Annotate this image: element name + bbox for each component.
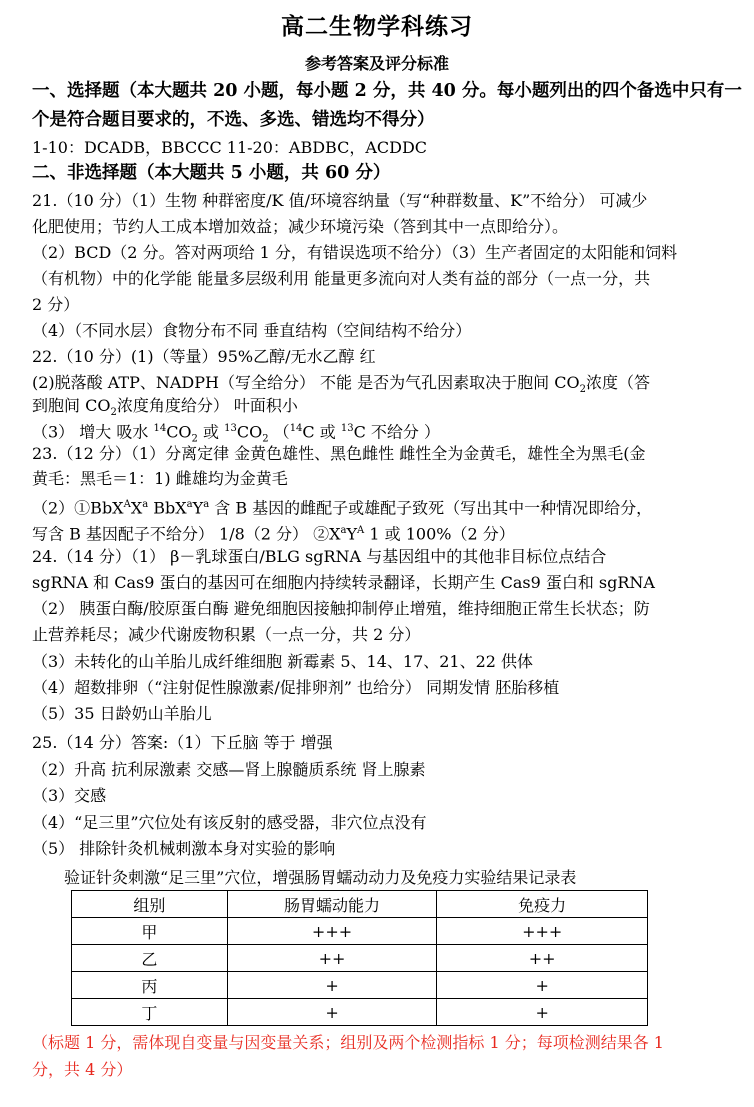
q24-line5: （3）未转化的山羊胎儿成纤维细胞 新霉素 5、14、17、21、22 供体 bbox=[32, 652, 534, 671]
q24-line6: （4）超数排卵（“注射促性腺激素/促排卵剂” 也给分） 同期发情 胚胎移植 bbox=[32, 678, 560, 697]
q23-line1: 23.（12 分）（1）分离定律 金黄色雄性、黑色雌性 雌性全为金黄毛，雄性全为黑毛(金 bbox=[32, 444, 646, 463]
q25-line5: （5） 排除针灸机械刺激本身对实验的影响 bbox=[32, 839, 336, 858]
table-row bbox=[72, 999, 648, 1026]
q21-line3: （2）BCD（2 分。答对两项给 1 分，有错误选项不给分）（3）生产者固定的太阳能和饲料 bbox=[32, 243, 678, 262]
section2-heading: 二、非选择题（本大题共 5 小题，共 60 分） bbox=[32, 163, 391, 183]
table-cell: +++ bbox=[227, 918, 437, 945]
page-title: 高二生物学科练习 bbox=[281, 13, 473, 40]
q24-line1: 24.（14 分）（1） β－乳球蛋白/BLG sgRNA 与基因组中的其他非目标位点结合 bbox=[32, 547, 607, 566]
q24-line2: sgRNA 和 Cas9 蛋白的基因可在细胞内持续转录翻译，长期产生 Cas9 蛋白和 sgRNA bbox=[32, 573, 655, 592]
scoring-note-line2: 分，共 4 分） bbox=[32, 1060, 133, 1079]
table-row bbox=[72, 972, 648, 999]
q22-line2: (2)脱落酸 ATP、NADPH（写全给分） 不能 是否为气孔因素取决于胞间 $CO_2$浓度（答 bbox=[32, 373, 650, 396]
q21-line6: （4）（不同水层）食物分布不同 垂直结构（空间结构不给分） bbox=[32, 321, 472, 340]
table-row bbox=[72, 918, 648, 945]
q22-line3: 到胞间 $CO_2$浓度角度给分） 叶面积小 bbox=[32, 396, 298, 419]
q21-line5: 2 分） bbox=[32, 295, 80, 314]
q23-line2: 黄毛：黑毛＝1：1) 雌雄均为金黄毛 bbox=[32, 469, 288, 488]
table-cell: 丙 bbox=[72, 972, 228, 999]
table-header-cell: 组别 bbox=[72, 891, 228, 918]
q21-line2: 化肥使用；节约人工成本增加效益；减少环境污染（答到其中一点即给分）。 bbox=[32, 217, 569, 236]
table-cell: ++ bbox=[437, 945, 648, 972]
q25-line1: 25.（14 分）答案:（1）下丘脑 等于 增强 bbox=[32, 733, 333, 752]
table-caption: 验证针灸刺激“足三里”穴位，增强肠胃蠕动动力及免疫力实验结果记录表 bbox=[64, 868, 577, 887]
table-cell: ++ bbox=[227, 945, 437, 972]
section1-answers: 1-10：DCADB，BBCCC 11-20：ABDBC，ACDDC bbox=[32, 138, 428, 157]
q25-line2: （2）升高 抗利尿激素 交感—肾上腺髓质系统 肾上腺素 bbox=[32, 760, 426, 779]
q23-line4: 写含 B 基因配子不给分） 1/8（2 分） $②X^aY^A$ 1 或 100%（2 分） bbox=[32, 524, 515, 544]
page-subtitle: 参考答案及评分标准 bbox=[304, 54, 449, 73]
q24-line4: 止营养耗尽；减少代谢废物积累（一点一分，共 2 分） bbox=[32, 625, 421, 644]
table-cell: + bbox=[437, 999, 648, 1026]
q21-line1: 21.（10 分）（1）生物 种群密度/K 值/环境容纳量（写“种群数量、K”不给分） 可减少 bbox=[32, 191, 648, 210]
table-row bbox=[72, 945, 648, 972]
table-cell: +++ bbox=[437, 918, 648, 945]
table-cell: 丁 bbox=[72, 999, 228, 1026]
table-cell: 乙 bbox=[72, 945, 228, 972]
q25-line4: （4）“足三里”穴位处有该反射的感受器，非穴位点没有 bbox=[32, 813, 427, 832]
table-header-cell: 肠胃蠕动能力 bbox=[227, 891, 437, 918]
q22-line1: 22.（10 分）(1)（等量）95%乙醇/无水乙醇 红 bbox=[32, 347, 376, 366]
q25-line3: （3）交感 bbox=[32, 786, 107, 805]
table-cell: + bbox=[227, 972, 437, 999]
q23-line3: $(2)①BbX^AX^a$ $BbX^aY^a$ 含 B 基因的雌配子或雄配子致死（写出其中一种情况即给分， bbox=[32, 498, 653, 518]
section1-heading-line2: 个是符合题目要求的，不选、多选、错选均不得分） bbox=[32, 110, 435, 130]
scoring-note-line1: （标题 1 分，需体现自变量与因变量关系；组别及两个检测指标 1 分；每项检测结果各 1 bbox=[32, 1033, 664, 1052]
table-header-cell: 免疫力 bbox=[437, 891, 648, 918]
result-table bbox=[71, 890, 648, 1026]
table-cell: + bbox=[227, 999, 437, 1026]
section1-heading-line1: 一、选择题（本大题共 20 小题，每小题 2 分，共 40 分。每小题列出的四个备选中只有一 bbox=[32, 81, 742, 101]
q24-line7: （5）35 日龄奶山羊胎儿 bbox=[32, 704, 212, 723]
table-cell: 甲 bbox=[72, 918, 228, 945]
table-cell: + bbox=[437, 972, 648, 999]
q24-line3: （2） 胰蛋白酶/胶原蛋白酶 避免细胞因接触抑制停止增殖，维持细胞正常生长状态；防 bbox=[32, 599, 650, 618]
table-header-row bbox=[72, 891, 648, 918]
q22-line4: （3） 增大 吸水 $^{14}CO_2$ 或 $^{13}CO_2$ （$^{14}$C 或 $^{13}$C 不给分 ） bbox=[32, 422, 440, 445]
q21-line4: （有机物）中的化学能 能量多层级利用 能量更多流向对人类有益的部分（一点一分，共 bbox=[32, 269, 651, 288]
